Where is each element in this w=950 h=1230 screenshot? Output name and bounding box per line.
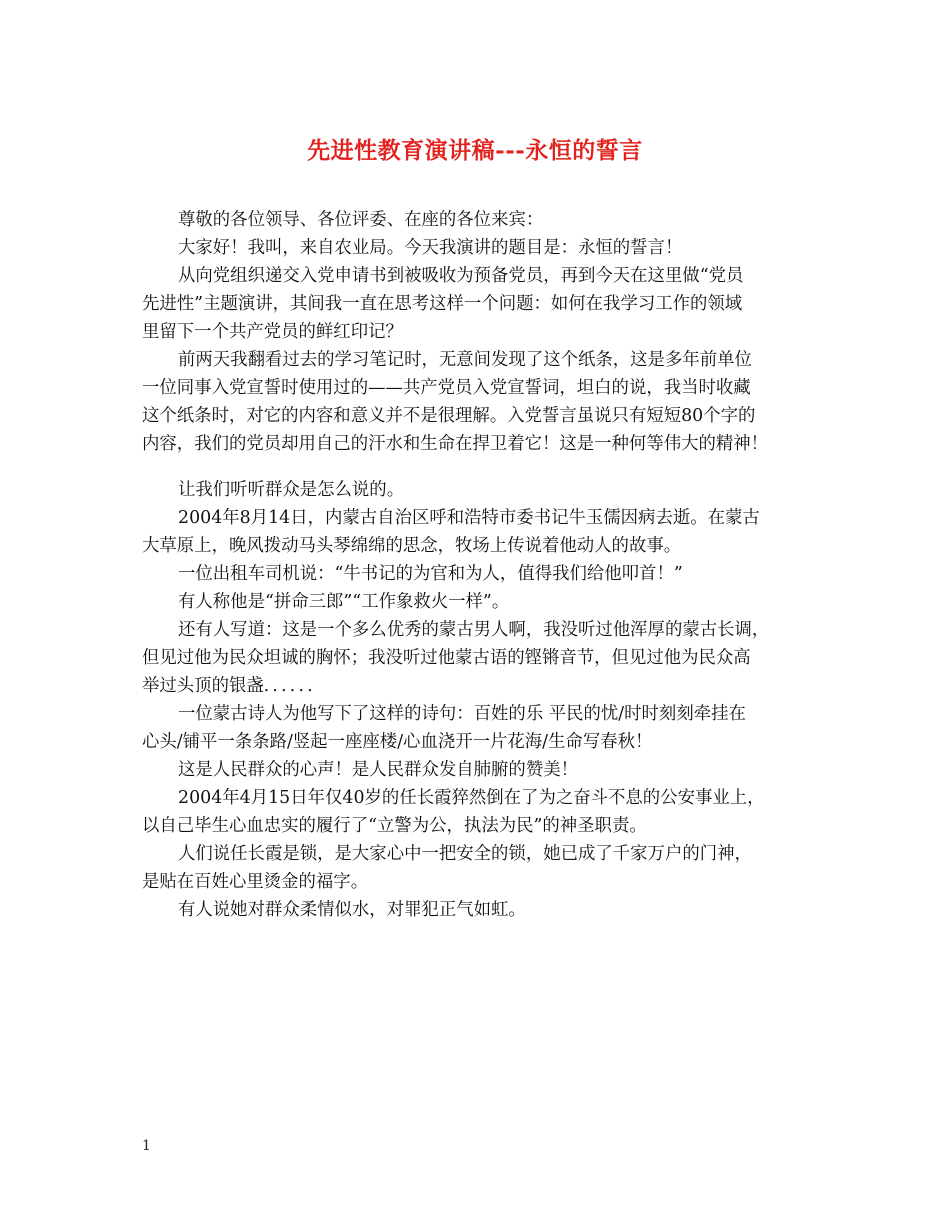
text-line: 这个纸条时，对它的内容和意义并不是很理解。入党誓言虽说只有短短80个字的 xyxy=(142,406,756,426)
text-line: 有人称他是“拼命三郎”“工作象救火一样”。 xyxy=(178,592,510,612)
paragraph-taxi-driver xyxy=(142,560,826,588)
text-line: 2004年8月14日，内蒙古自治区呼和浩特市委书记牛玉儒因病去逝。在蒙古 xyxy=(178,508,760,528)
text-line: 举过头顶的银盏．．．．．． xyxy=(142,676,325,696)
text-line: 里留下一个共产党员的鲜红印记？ xyxy=(142,322,403,342)
paragraph-note xyxy=(142,346,826,458)
text-line: 一位蒙古诗人为他写下了这样的诗句：百姓的乐 平民的忧/时时刻刻牵挂在 xyxy=(178,704,746,724)
paragraph-people-voice xyxy=(142,756,826,784)
text-line: 以自己毕生心血忠实的履行了“立警为公，执法为民”的神圣职责。 xyxy=(142,816,647,836)
paragraph-greeting xyxy=(142,234,826,262)
text-line: 这是人民群众的心声！是人民群众发自肺腑的赞美！ xyxy=(178,760,578,780)
paragraph-niu-yuru xyxy=(142,504,826,560)
text-line: 先进性”主题演讲，其间我一直在思考这样一个问题：如何在我学习工作的领域 xyxy=(142,294,743,314)
paragraph-spacer xyxy=(142,458,826,476)
text-line: 让我们听听群众是怎么说的。 xyxy=(178,480,405,500)
text-line: 大草原上，晚风拨动马头琴绵绵的思念，牧场上传说着他动人的故事。 xyxy=(142,536,682,556)
paragraph-nickname xyxy=(142,588,826,616)
paragraph-poem xyxy=(142,700,826,756)
paragraph-tribute xyxy=(142,616,826,700)
text-line: 一位出租车司机说：“牛书记的为官和为人，值得我们给他叩首！” xyxy=(178,564,683,584)
text-line: 从向党组织递交入党申请书到被吸收为预备党员，再到今天在这里做“党员 xyxy=(178,266,744,286)
paragraph-salutation xyxy=(142,206,826,234)
text-line: 2004年4月15日年仅40岁的任长霞猝然倒在了为之奋斗不息的公安事业上， xyxy=(178,788,765,808)
paragraph-lock xyxy=(142,840,826,896)
text-line: 尊敬的各位领导、各位评委、在座的各位来宾： xyxy=(178,210,544,230)
paragraph-tenderness xyxy=(142,896,826,924)
text-line: 大家好！我叫，来自农业局。今天我演讲的题目是：永恒的誓言！ xyxy=(178,238,683,258)
text-line: 心头/铺平一条条路/竖起一座座楼/心血浇开一片花海/生命写春秋！ xyxy=(142,732,653,752)
document-body xyxy=(142,206,826,924)
document-title: 先进性教育演讲稿---永恒的誓言 xyxy=(307,137,643,164)
paragraph-ren-changxia xyxy=(142,784,826,840)
paragraph-listen xyxy=(142,476,826,504)
text-line: 是贴在百姓心里烫金的福字。 xyxy=(142,872,369,892)
text-line: 还有人写道：这是一个多么优秀的蒙古男人啊，我没听过他浑厚的蒙古长调， xyxy=(178,620,770,640)
text-line: 前两天我翻看过去的学习笔记时，无意间发现了这个纸条，这是多年前单位 xyxy=(178,350,752,370)
text-line: 内容，我们的党员却用自己的汗水和生命在捍卫着它！这是一种何等伟大的精神！ xyxy=(142,434,769,454)
text-line: 有人说她对群众柔情似水，对罪犯正气如虹。 xyxy=(178,900,526,920)
page-number: 1 xyxy=(142,1138,151,1154)
text-line: 但见过他为民众坦诚的胸怀；我没听过他蒙古语的铿锵音节，但见过他为民众高 xyxy=(142,648,751,668)
text-line: 人们说任长霞是锁，是大家心中一把安全的锁，她已成了千家万户的门神， xyxy=(178,844,752,864)
text-line: 一位同事入党宣誓时使用过的——共产党员入党宣誓词，坦白的说，我当时收藏 xyxy=(142,378,751,398)
paragraph-question xyxy=(142,262,826,346)
